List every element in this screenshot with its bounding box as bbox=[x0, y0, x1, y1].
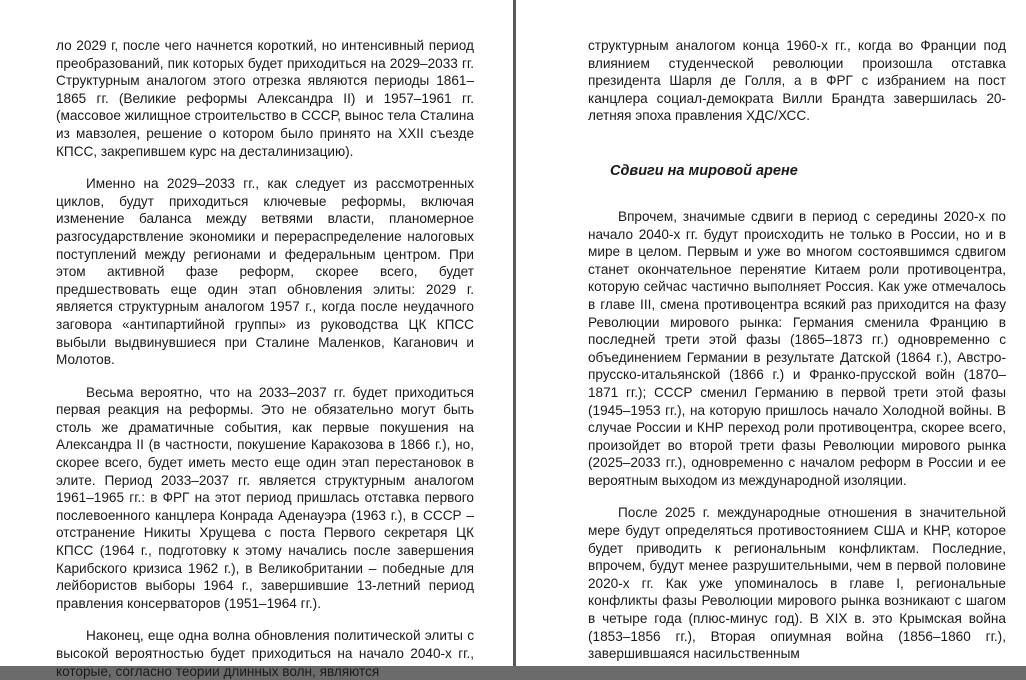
left-page bbox=[0, 0, 513, 679]
paragraph: Впрочем, значимые сдвиги в период с середины 2020-х по начало 2040-х гг. будут происходить не только в России, но и в мире в целом. Первым и уже во многом состоявшимся сдвигом станет окончательное перенятие Китаем роли противоцентра, которую сейчас частично выполняет Россия. Как уже отмечалось в главе III, смена противоцентра всякий раз приходится на фазу Революции мирового рынка: Германия сменила Францию в последней трети этой фазы (1865–1873 гг.) одновременно с объединением Германии в результате Датской (1864 г.), Австро-прусско-итальянской (1866 г.) и Франко-прусской войн (1870–1871 гг.); СССР сменил Германию в первой трети этой фазы (1945–1953 гг.), на которую пришлось начало Холодной войны. В случае России и КНР переход роли противоцентра, скорее всего, произойдет во второй трети фазы Революции мирового рынка (2025–2033 гг.), одновременно с началом реформ в России и ее вероятным выходом из международной изоляции. bbox=[588, 208, 1006, 488]
paragraph: После 2025 г. международные отношения в значительной мере будут определяться противостоянием США и КНР, которое будет приводить к региональным конфликтам. Последние, впрочем, будут менее разрушительными, чем в первой половине 2020-х гг. Как уже упоминалось в главе I, региональные конфликты фазы Революции мирового рынка возникают с шагом в четыре года (плюс-минус год). В XIX в. это Крымская война (1853–1856 гг.), Вторая опиумная война (1856–1860 гг.), завершившаяся насильственным bbox=[588, 505, 1006, 662]
paragraph: Наконец, еще одна волна обновления политической элиты с высокой вероятностью будет приходиться на начало 2040-х гг., которые, согласно теории длинных волн, являются bbox=[56, 628, 474, 679]
paragraph: Весьма вероятно, что на 2033–2037 гг. будет приходиться первая реакция на реформы. Это не обязательно могут быть столь же драматичные события, как первые покушения на Александра II (в частности, покушение Каракозова в 1866 г.), но, скорее всего, будет иметь место еще один этап перестановок в элите. Период 2033–2037 гг. является структурным аналогом 1961–1965 гг.: в ФРГ на этот период пришлась отставка первого послевоенного канцлера Конрада Аденауэра (1963 г.), в СССР – отстранение Никиты Хрущева с поста Первого секретаря ЦК КПСС (1964 г., подготовку к этому начались после завершения Карибского кризиса 1962 г.), в Великобритании – победные для лейбористов выборы 1964 г., завершившие 13-летний период правления консерваторов (1951–1964 гг.). bbox=[56, 384, 474, 611]
paragraph: ло 2029 г, после чего начнется короткий, но интенсивный период преобразований, пик которых будет приходиться на 2029–2033 гг. Структурным аналогом этого отрезка являются периоды 1861–1865 гг. (Великие реформы Александра II) и 1957–1961 гг. (массовое жилищное строительство в СССР, вынос тела Сталина из мавзолея, решение о котором было принято на XXII съезде КПСС, закрепившем курс на десталинизацию). bbox=[56, 38, 474, 159]
right-page bbox=[516, 0, 1026, 666]
left-text-column bbox=[56, 37, 474, 680]
right-text-column bbox=[588, 37, 1006, 663]
paragraph: Именно на 2029–2033 гг., как следует из рассмотренных циклов, будут приходиться ключевые реформы, включая изменение баланса между ветвями власти, планомерное разгосударствление экономики и перераспределение налоговых поступлений между регионами и федеральным центром. При этом активной фазе реформ, скорее всего, будет предшествовать еще один этап обновления элиты: 2029 г. является структурным аналогом 1957 г., когда после неудачного заговора «антипартийной группы» из руководства ЦК КПСС выбыли выдвинувшиеся при Сталине Маленков, Каганович и Молотов. bbox=[56, 176, 474, 368]
section-heading: Сдвиги на мировой арене bbox=[610, 162, 798, 179]
paragraph: структурным аналогом конца 1960-х гг., когда во Франции под влиянием студенческой революции произошла отставка президента Шарля де Голля, а в ФРГ с избранием на пост канцлера социал-демократа Вилли Брандта завершилась 20-летняя эпоха правления ХДС/ХСС. bbox=[588, 38, 1006, 124]
